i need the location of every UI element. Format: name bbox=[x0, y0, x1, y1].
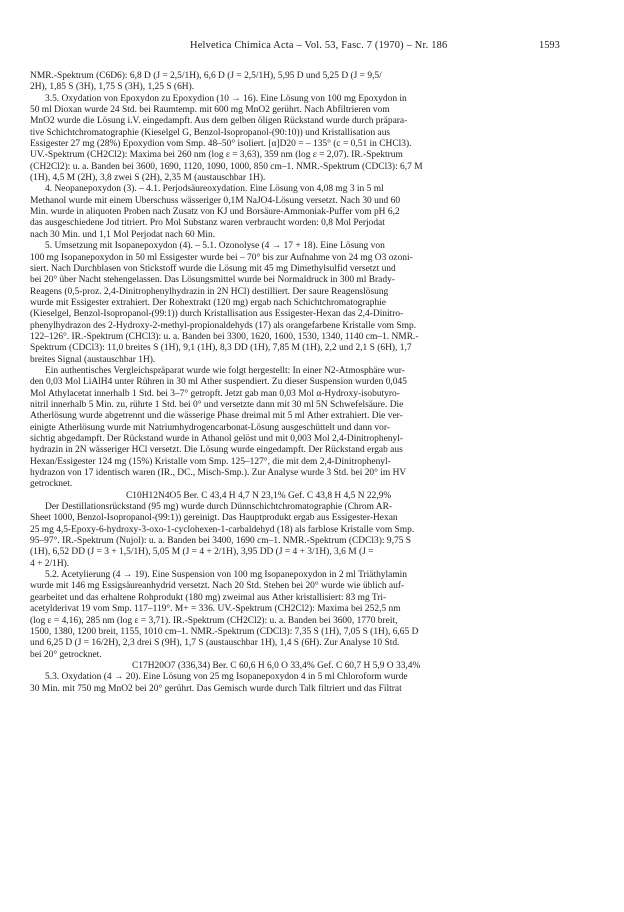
text-line: 1500, 1380, 1200 breit, 1155, 1010 cm–1. NMR.-Spektrum (CDCl3): 7,35 S (1H), 7,05 S (1H), 6,65 D bbox=[30, 626, 419, 637]
text-line: den 0,03 Mol LiAlH4 unter Rühren in 30 ml Äther suspendiert. Zu dieser Suspension wurden 0,045 bbox=[30, 377, 407, 388]
page-number: 1593 bbox=[539, 40, 560, 51]
text-line: phenylhydrazon des 2-Hydroxy-2-methyl-propionaldehyds (17) als orangefarbene Kristalle vom Smp. bbox=[30, 320, 417, 331]
text-line: wurde mit Essigester extrahiert. Der Rohextrakt (120 mg) ergab nach Schichtchromatographie bbox=[30, 297, 386, 308]
text-line: UV.-Spektrum (CH2Cl2): Maxima bei 260 nm (log ε = 3,63), 359 nm (log ε = 2,07). IR.-Spektrum bbox=[30, 150, 403, 161]
paragraph-start-line: Der Destillationsrückstand (95 mg) wurde durch Dünnschichtchromatographie (Chrom AR- bbox=[45, 502, 393, 513]
text-line: breites Signal (austauschbar 1H). bbox=[30, 354, 156, 365]
text-line: wurde mit 146 mg Essigsäureanhydrid versetzt. Nach 20 Std. Stehen bei 20° wurde wie üblich auf- bbox=[30, 581, 405, 592]
text-line: (1H), 4,5 M (2H), 3,8 zwei S (2H), 2,35 M (austauschbar 1H). bbox=[30, 173, 266, 184]
text-line: 2H), 1,85 S (3H), 1,75 S (3H), 1,25 S (6H). bbox=[30, 82, 195, 93]
text-line: und 6,25 D (J = 16/2H), 2,3 drei S (9H), 1,7 S (austauschbar 1H), 1,4 S (6H). Zur Analyse 10 Std. bbox=[30, 638, 400, 649]
text-line: Min. wurde in aliquoten Proben nach Zusatz von KJ und Borsäure-Ammoniak-Puffer vom pH 6,2 bbox=[30, 207, 400, 218]
text-line: tive Schichtchromatographie (Kieselgel G, Benzol-Isopropanol-(90:10)) und Kristallisation aus bbox=[30, 127, 391, 138]
text-line: Hexan/Essigester 124 mg (15%) Kristalle vom Smp. 125–127°, die mit dem 2,4-Dinitrophenyl- bbox=[30, 456, 391, 467]
section-heading-line: 5. Umsetzung mit Isopanepoxydon (4). – 5.1. Ozonolyse (4 → 17 + 18). Eine Lösung von bbox=[45, 241, 385, 252]
text-line: Spektrum (CDCl3): 11,0 breites S (1H), 9,1 (1H), 8,3 DD (1H), 7,85 M (1H), 2,2 und 2,1 S (6H), 1,7 bbox=[30, 343, 412, 354]
text-line: siert. Nach Durchblasen von Stickstoff wurde die Lösung mit 45 mg Dimethylsulfid versetzt und bbox=[30, 263, 396, 274]
text-line: hydrazin in 2N wässeriger HCl versetzt. Die Lösung wurde eingedampft. Der Rückstand ergab aus bbox=[30, 445, 403, 456]
text-line: nach 30 Min. und 1,1 Mol Perjodat nach 60 Min. bbox=[30, 229, 216, 240]
text-line: nitril innerhalb 5 Min. zu, rührte 1 Std. bei 0° und versetzte dann mit 30 ml 5N Schwefelsäure. Die bbox=[30, 399, 404, 410]
text-line: gearbeitet und das erhaltene Rohprodukt (180 mg) zweimal aus Äther kristallisiert: 83 mg Tri- bbox=[30, 592, 387, 603]
paragraph-start-line: 5.2. Acetylierung (4 → 19). Eine Suspension von 100 mg Isopanepoxydon in 2 ml Triäthylamin bbox=[45, 570, 408, 581]
text-line: Sheet 1000, Benzol-Isopropanol-(99:1)) gereinigt. Das Hauptprodukt ergab aus Essigester-Hexan bbox=[30, 513, 398, 524]
text-line: bei 20° über Nacht stehengelassen. Das Lösungsmittel wurde bei Normaldruck in 300 ml Brady- bbox=[30, 275, 395, 286]
text-line: 4 + 2/1H). bbox=[30, 558, 70, 569]
text-line: NMR.-Spektrum (C6D6): 6,8 D (J = 2,5/1H), 6,6 D (J = 2,5/1H), 5,95 D und 5,25 D (J = 9,5/ bbox=[30, 71, 382, 81]
paragraph-start-line: Ein authentisches Vergleichspräparat wurde wie folgt hergestellt: In einer N2-Atmosphäre wur- bbox=[45, 365, 405, 376]
paragraph-start-line: 3.5. Oxydation von Epoxydon zu Epoxydion (10 → 16). Eine Lösung von 100 mg Epoxydon in bbox=[45, 93, 407, 104]
text-line: getrocknet. bbox=[30, 479, 73, 490]
text-line: hydrazon von 17 identisch waren (IR., DC., Misch-Smp.). Zur Analyse wurde 3 Std. bei 20° im HV bbox=[30, 468, 407, 479]
section-heading-line: 4. Neopanepoxydon (3). – 4.1. Perjodsäureoxydation. Eine Lösung von 4,08 mg 3 in 5 ml bbox=[45, 184, 384, 195]
text-line: Methanol wurde mit einem Überschuss wässeriger 0,1M NaJO4-Lösung versetzt. Nach 30 und 60 bbox=[30, 195, 401, 206]
text-line: das ausgeschiedene Jod titriert. Pro Mol Substanz waren verbraucht worden: 0,8 Mol Perjodat bbox=[30, 218, 385, 229]
elemental-analysis-line: C17H20O7 (336,34) Ber. C 60,6 H 6,0 O 33,4% Gef. C 60,7 H 5,9 O 33,4% bbox=[132, 660, 421, 671]
text-line: 25 mg 4,5-Epoxy-6-hydroxy-3-oxo-1-cyclohexen-1-carbaldehyd (18) als farblose Kristalle vom Smp. bbox=[30, 524, 415, 535]
text-line: Reagens (0,5-proz. 2,4-Dinitrophenylhydrazin in 2N HCl) destilliert. Der saure Reagenslösung bbox=[30, 286, 389, 297]
elemental-analysis-line: C10H12N4O5 Ber. C 43,4 H 4,7 N 23,1% Gef. C 43,8 H 4,5 N 22,9% bbox=[126, 490, 392, 501]
text-line: (1H), 6,52 DD (J = 3 + 1,5/1H), 5,05 M (J = 4 + 2/1H), 3,95 DD (J = 4 + 3/1H), 3,6 M (J = bbox=[30, 547, 374, 558]
text-line: 50 ml Dioxan wurde 24 Std. bei Raumtemp. mit 600 mg MnO2 gerührt. Nach Abfiltrieren vom bbox=[30, 105, 390, 116]
text-line: einigte Ätherlösung wurde mit Natriumhydrogencarbonat-Lösung ausgeschüttelt und dann vor- bbox=[30, 422, 390, 433]
paragraph-start-line: 5.3. Oxydation (4 → 20). Eine Lösung von 25 mg Isopanepoxydon 4 in 5 ml Chloroform wurde bbox=[45, 672, 408, 683]
text-line: bei 20° getrocknet. bbox=[30, 649, 102, 660]
text-line: 95–97°. IR.-Spektrum (Nujol): u. a. Banden bei 3400, 1690 cm–1. NMR.-Spektrum (CDCl3): 9,75 S bbox=[30, 536, 411, 547]
text-line: Ätherlösung wurde abgetrennt und die wässerige Phase dreimal mit 5 ml Äther extrahiert. Die ver- bbox=[30, 411, 403, 422]
text-line: 122–126°. IR.-Spektrum (CHCl3): u. a. Banden bei 3300, 1620, 1600, 1530, 1340, 1140 cm–1. NMR.- bbox=[30, 331, 419, 342]
text-line: acetylderivat 19 vom Smp. 117–119°. M+ = 336. UV.-Spektrum (CH2Cl2): Maxima bei 252,5 nm bbox=[30, 604, 401, 615]
article-body bbox=[30, 71, 598, 695]
text-line: Mol Äthylacetat innerhalb 1 Std. bei 3–7° getropft. Jetzt gab man 0,03 Mol α-Hydroxy-isobutyro- bbox=[30, 388, 400, 399]
text-line: 100 mg Isopanepoxydon in 50 ml Essigester wurde bei – 70° bis zur Aufnahme von 24 mg O3 ozoni- bbox=[30, 252, 413, 263]
text-line: 30 Min. mit 750 mg MnO2 bei 20° gerührt. Das Gemisch wurde durch Talk filtriert und das Filtrat bbox=[30, 683, 402, 694]
text-line: (log ε = 4,16), 285 nm (log ε = 3,71). IR.-Spektrum (CH2Cl2): u. a. Banden bei 3600, 1770 breit, bbox=[30, 615, 398, 626]
text-line: sichtig abgedampft. Der Rückstand wurde in Äthanol gelöst und mit 0,003 Mol 2,4-Dinitrophenyl- bbox=[30, 434, 403, 444]
text-line: MnO2 wurde die Lösung i.V. eingedampft. Aus dem gelben öligen Rückstand wurde durch präpara- bbox=[30, 116, 408, 127]
text-line: (Kieselgel, Benzol-Isopropanol-(99:1)) durch Kristallisation aus Essigester-Hexan das 2,4-Dinitro- bbox=[30, 309, 404, 320]
text-line: (CH2Cl2): u. a. Banden bei 3600, 1690, 1120, 1090, 1000, 850 cm–1. NMR.-Spektrum (CDCl3): 6,7 M bbox=[30, 161, 423, 172]
text-line: Essigester 27 mg (28%) Epoxydion vom Smp. 48–50° isoliert. [α]D20 = – 135° (c = 0,51 in CHCl3). bbox=[30, 139, 412, 150]
running-title: Helvetica Chimica Acta – Vol. 53, Fasc. 7 (1970) – Nr. 186 bbox=[190, 40, 448, 51]
